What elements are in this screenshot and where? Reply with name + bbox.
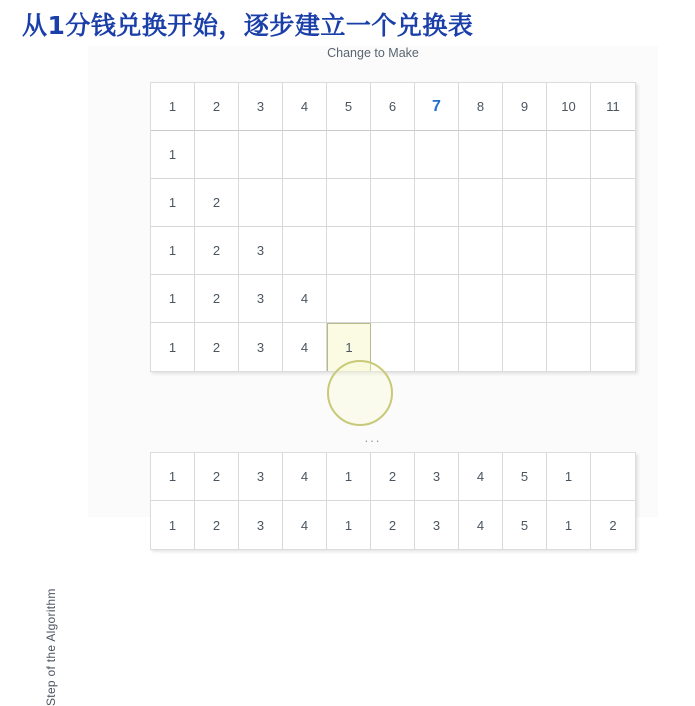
table-cell [459,179,503,227]
table-cell-accent: 1 [327,323,371,371]
table-cell: 3 [415,453,459,501]
table-cell [239,179,283,227]
table-cell [591,179,635,227]
table-cell [415,179,459,227]
table-cell [371,323,415,371]
change-table-top [150,82,636,372]
table-header-cell: 11 [591,83,635,131]
change-table-bottom [150,452,636,550]
page-title: 从1分钱兑换开始，逐步建立一个兑换表 [22,11,474,40]
table-cell [327,227,371,275]
table-cell [371,131,415,179]
table-cell [503,227,547,275]
table-cell [327,275,371,323]
table-cell [459,323,503,371]
table-header-cell: 8 [459,83,503,131]
table-cell [591,275,635,323]
table-row [151,275,635,323]
chart-caption-change-to-make: Change to Make [327,46,419,60]
table-header-cell-highlight: 7 [415,83,459,131]
table-cell [547,323,591,371]
table-cell [591,323,635,371]
table-cell [547,227,591,275]
table-cell: 1 [151,323,195,371]
axis-label-wrapper [44,506,78,706]
table-header-cell: 9 [503,83,547,131]
table-cell: 2 [195,501,239,549]
table-cell: 3 [239,275,283,323]
table-cell [371,275,415,323]
table-cell: 5 [503,501,547,549]
table-cell: 5 [503,453,547,501]
table-cell [415,323,459,371]
table-cell [459,227,503,275]
table-header-cell: 2 [195,83,239,131]
table-row [151,131,635,179]
table-cell [547,131,591,179]
table-header-cell: 1 [151,83,195,131]
table-row [151,501,635,549]
table-header-cell: 5 [327,83,371,131]
table-cell: 2 [591,501,635,549]
table-cell: 3 [239,501,283,549]
axis-label-step-of-algorithm: Step of the Algorithm [44,588,58,706]
table-cell [503,179,547,227]
table-cell [283,131,327,179]
table-cell [415,275,459,323]
table-header-cell: 3 [239,83,283,131]
table-cell: 4 [283,501,327,549]
table-cell: 2 [195,227,239,275]
table-cell [503,275,547,323]
table-cell [371,227,415,275]
table-cell: 1 [151,501,195,549]
table-cell: 2 [195,453,239,501]
table-cell: 2 [195,275,239,323]
table-cell: 1 [151,275,195,323]
table-cell [415,227,459,275]
table-cell: 3 [239,453,283,501]
table-cell: 2 [195,179,239,227]
table-cell [459,275,503,323]
table-cell: 3 [239,323,283,371]
table-cell: 1 [547,453,591,501]
table-row [151,227,635,275]
table-cell: 1 [151,131,195,179]
table-cell [195,131,239,179]
table-cell [327,179,371,227]
table-cell: 1 [547,501,591,549]
table-cell: 1 [327,453,371,501]
table-row [151,323,635,371]
table-header-cell: 10 [547,83,591,131]
figure-panel [44,46,658,706]
table-cell: 1 [151,453,195,501]
table-cell [459,131,503,179]
table-cell: 4 [283,275,327,323]
table-cell [239,131,283,179]
table-cell: 2 [371,501,415,549]
table-cell: 3 [239,227,283,275]
table-cell [327,131,371,179]
table-cell [503,131,547,179]
table-header-cell: 4 [283,83,327,131]
table-cell [591,131,635,179]
table-cell: 2 [195,323,239,371]
table-cell: 1 [327,501,371,549]
table-cell: 4 [283,323,327,371]
table-cell: 3 [415,501,459,549]
table-cell: 4 [459,501,503,549]
table-cell [591,453,635,501]
table-cell: 2 [371,453,415,501]
table-cell: 4 [283,453,327,501]
table-header-row [151,83,635,131]
table-cell [547,179,591,227]
ellipsis-separator: ... [364,430,382,445]
table-row [151,453,635,501]
table-cell: 1 [151,227,195,275]
table-row [151,179,635,227]
table-cell: 4 [459,453,503,501]
table-cell [283,179,327,227]
table-cell [547,275,591,323]
table-cell [591,227,635,275]
table-header-cell: 6 [371,83,415,131]
table-cell: 1 [151,179,195,227]
table-cell [371,179,415,227]
table-cell [415,131,459,179]
table-cell [503,323,547,371]
table-cell [283,227,327,275]
